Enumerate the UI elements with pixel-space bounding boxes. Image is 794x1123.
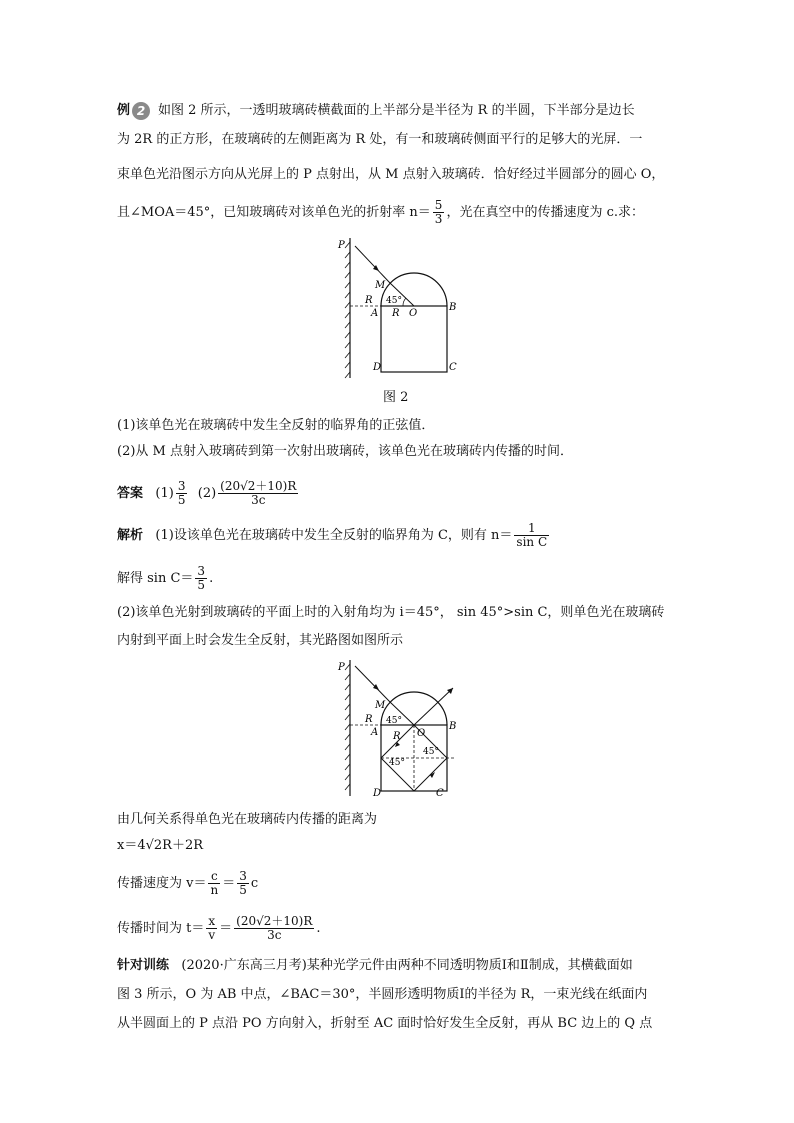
answer-2-fraction <box>218 480 298 507</box>
speed-eq: ＝ <box>222 876 236 891</box>
fig2-angle-3: 45° <box>389 758 405 768</box>
label-A: A <box>371 308 379 319</box>
sinC-den: 5 <box>197 578 206 592</box>
fig2-label-B: B <box>449 721 457 732</box>
example-line-2: 为 2R 的正方形，在玻璃砖的左侧距离为 R 处，有一和玻璃砖侧面平行的足够大的光屏．一 <box>117 132 643 147</box>
time-fraction-1 <box>206 915 217 942</box>
example-line-4 <box>117 199 644 226</box>
n-denominator: 3 <box>434 212 443 226</box>
analysis-text-2-end: . <box>209 571 214 586</box>
label-M: M <box>375 280 386 291</box>
fig2-label-M: M <box>375 700 386 711</box>
example-number-badge: 2 <box>132 102 150 120</box>
training-line-3: 从半圆面上的 P 点沿 PO 方向射入，折射至 AC 面时恰好发生全反射，再从 BC 边上的 Q 点 <box>117 1016 653 1031</box>
answer-part-2: (2) <box>197 486 217 501</box>
training-text-1: (2020·广东高三月考)某种光学元件由两种不同透明物质Ⅰ和Ⅱ制成，其横截面如 <box>181 958 633 973</box>
answer-line <box>117 480 300 507</box>
analysis-line-3: (2)该单色光射到玻璃砖的平面上时的入射角均为 i＝45°， sin 45°>sin C，则单色光在玻璃砖 <box>117 605 665 620</box>
analysis-line-1 <box>117 522 551 549</box>
fig2-label-C: C <box>436 788 444 798</box>
example-text-1: 如图 2 所示，一透明玻璃砖横截面的上半部分是半径为 R 的半圆，下半部分是边长 <box>158 103 635 118</box>
question-1: (1)该单色光在玻璃砖中发生全反射的临界角的正弦值． <box>117 418 435 433</box>
fig2-angle-2: 45° <box>423 747 439 757</box>
analysis-line-4: 内射到平面上时会发生全反射，其光路图如图所示 <box>117 633 404 648</box>
fig2-label-R-left: R <box>365 714 373 725</box>
fig2-label-O: O <box>417 728 426 739</box>
speed-fraction-2 <box>237 870 249 897</box>
figure-caption: 图 2 <box>383 390 409 405</box>
derivation-line-1: 由几何关系得单色光在玻璃砖内传播的距离为 <box>117 812 378 827</box>
time-den-2: 3c <box>267 928 282 942</box>
example-line-1 <box>117 101 635 121</box>
question-2: (2)从 M 点射入玻璃砖到第一次射出玻璃砖，该单色光在玻璃砖内传播的时间． <box>117 444 573 459</box>
speed-end: c <box>250 876 259 891</box>
time-eq: ＝ <box>219 921 233 936</box>
derivation-distance: x＝4√2R＋2R <box>117 838 204 853</box>
sinC-fraction <box>195 565 207 592</box>
n-numerator: 5 <box>434 198 443 212</box>
derivation-speed <box>117 870 258 897</box>
answer-1-den: 5 <box>177 493 186 507</box>
fig2-label-D: D <box>373 788 382 798</box>
fig2-label-R-inner: R <box>393 731 401 742</box>
label-C: C <box>449 362 457 373</box>
example-label: 例 <box>117 103 131 118</box>
training-line-2: 图 3 所示，O 为 AB 中点，∠BAC＝30°，半圆形透明物质Ⅰ的半径为 R，一束光线在纸面内 <box>117 987 648 1002</box>
training-line-1 <box>117 956 633 976</box>
fig2-angle-1: 45° <box>386 716 402 726</box>
analysis-label: 解析 <box>117 528 144 543</box>
label-B: B <box>449 302 457 313</box>
analysis-text-2: 解得 sin C＝ <box>117 571 194 586</box>
speed-den-1: n <box>210 883 219 897</box>
training-label: 针对训练 <box>117 958 170 973</box>
speed-fraction-1 <box>208 870 220 897</box>
light-path-diagram <box>335 658 475 798</box>
label-R-inner: R <box>392 308 400 319</box>
fig2-label-P: P <box>338 662 345 673</box>
time-end: . <box>316 921 321 936</box>
analysis-1-num: 1 <box>514 522 549 536</box>
speed-num-1: c <box>208 870 220 884</box>
time-num-1: x <box>208 914 216 928</box>
answer-part-1: (1) <box>155 486 174 501</box>
figure-2-diagram <box>335 236 475 381</box>
time-den-1: v <box>208 928 216 942</box>
label-O: O <box>409 308 418 319</box>
answer-2-num: (20√2＋10)R <box>220 479 297 493</box>
example-line-3: 束单色光沿图示方向从光屏上的 P 点射出，从 M 点射入玻璃砖．恰好经过半圆部分的圆心 O， <box>117 167 665 182</box>
critical-angle-fraction <box>514 522 549 549</box>
answer-1-num: 3 <box>177 479 186 493</box>
answer-1-fraction <box>176 480 188 507</box>
example-text-4a: 且∠MOA＝45°，已知玻璃砖对该单色光的折射率 n＝ <box>117 205 431 220</box>
refractive-index-fraction <box>433 199 445 226</box>
answer-2-den: 3c <box>251 493 266 507</box>
label-R-left: R <box>365 295 373 306</box>
time-text: 传播时间为 t＝ <box>117 921 205 936</box>
time-fraction-2 <box>234 915 314 942</box>
fig2-label-A: A <box>371 727 379 738</box>
label-P: P <box>338 240 345 251</box>
analysis-1-den: sin C <box>516 535 548 549</box>
sinC-num: 3 <box>197 564 206 578</box>
label-angle: 45° <box>386 296 402 306</box>
speed-text: 传播速度为 v＝ <box>117 876 207 891</box>
analysis-line-2 <box>117 565 213 592</box>
answer-label: 答案 <box>117 486 144 501</box>
example-text-4b: ，光在真空中的传播速度为 c.求： <box>446 205 644 220</box>
derivation-time <box>117 915 321 942</box>
time-num-2: (20√2＋10)R <box>236 914 313 928</box>
speed-num-2: 3 <box>239 869 247 883</box>
speed-den-2: 5 <box>239 883 247 897</box>
analysis-text-1: (1)设该单色光在玻璃砖中发生全反射的临界角为 C，则有 n＝ <box>155 528 513 543</box>
label-D: D <box>373 362 382 373</box>
